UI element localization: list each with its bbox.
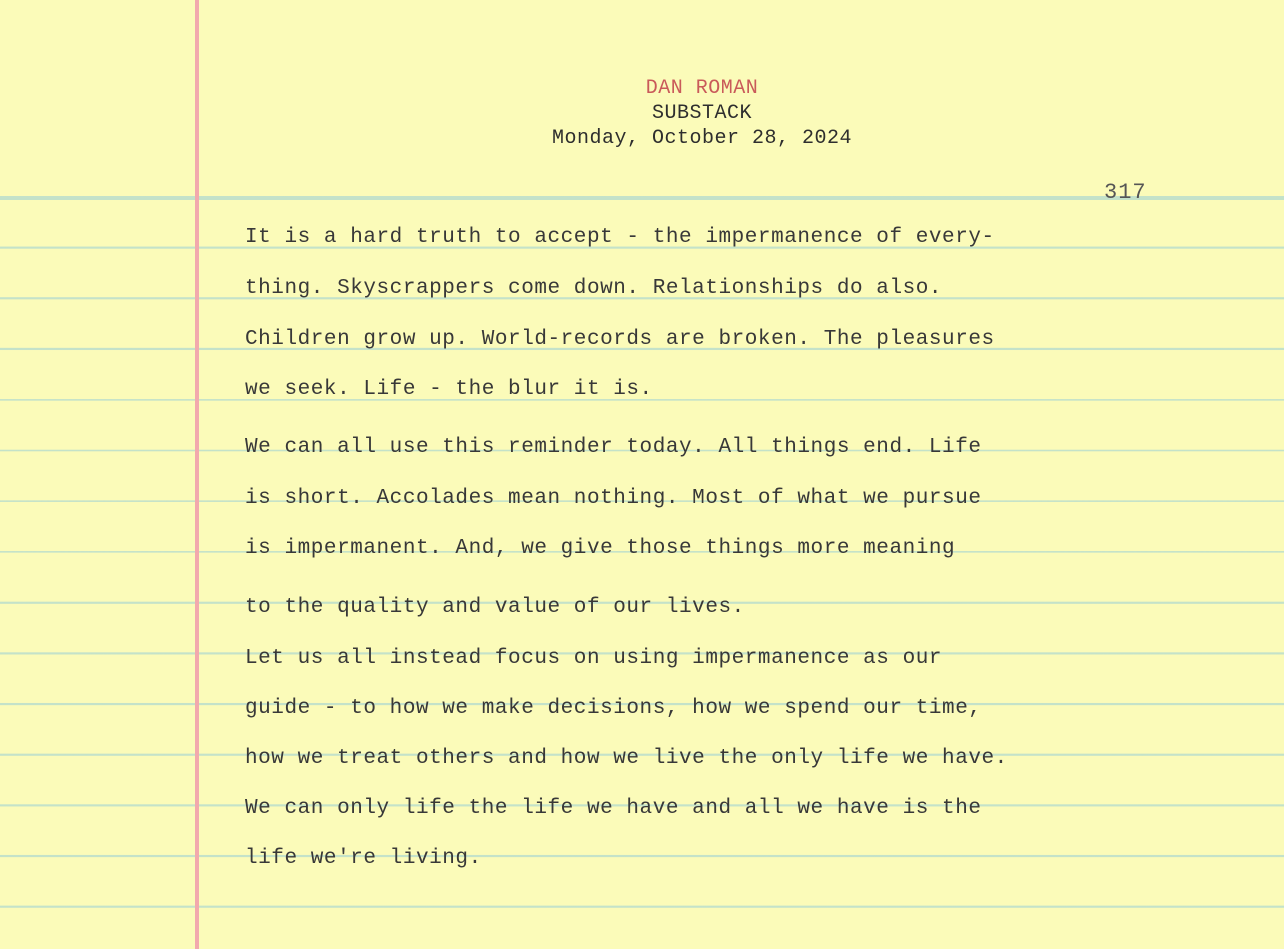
page-number: 317 [1104,180,1147,205]
text-line: Children grow up. World-records are broken. The pleasures [245,328,995,351]
publication-name: SUBSTACK [651,102,752,125]
text-line: we seek. Life - the blur it is. [245,378,653,401]
text-line: It is a hard truth to accept - the impermanence of every- [245,226,995,249]
text-line: Let us all instead focus on using impermanence as our [245,647,943,670]
text-line: life we're living. [245,847,482,870]
text-line: is short. Accolades mean nothing. Most of what we pursue [245,487,982,510]
text-line: guide - to how we make decisions, how we spend our time, [245,697,982,720]
author-name: DAN ROMAN [645,77,759,100]
text-line: We can all use this reminder today. All things end. Life [245,436,982,459]
top-rule-line [0,198,1284,200]
text-line: how we treat others and how we live the only life we have. [245,747,1008,770]
text-line: is impermanent. And, we give those things more meaning [245,537,956,560]
text-line: We can only life the life we have and all we have is the [245,797,982,820]
text-line: thing. Skyscrappers come down. Relationships do also. [245,277,943,300]
post-date: Monday, October 28, 2024 [551,127,853,150]
text-line: to the quality and value of our lives. [245,596,745,619]
